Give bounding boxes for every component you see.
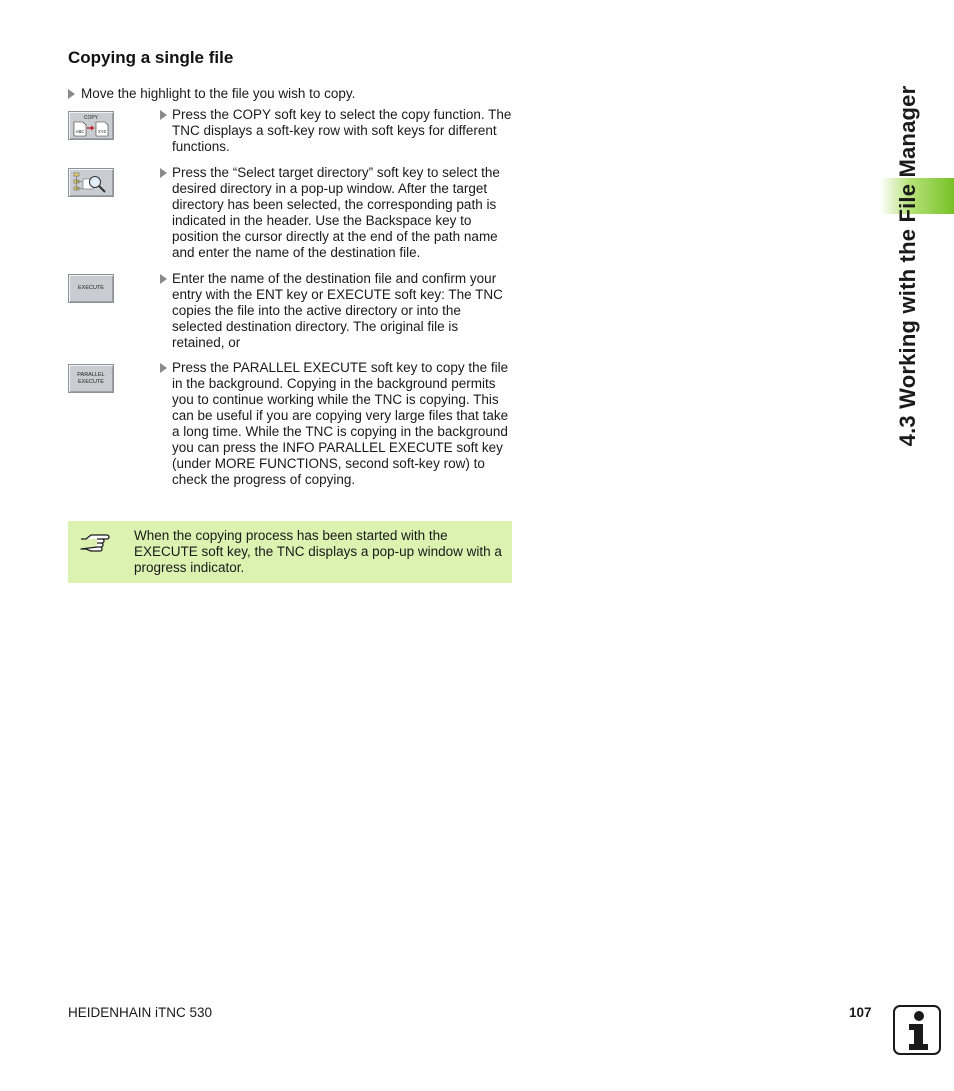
svg-text:XYZ: XYZ — [97, 129, 107, 134]
bullet-triangle-icon — [160, 363, 167, 373]
select-target-directory-icon — [70, 170, 112, 195]
copy-softkey[interactable] — [68, 111, 114, 140]
intro-text: Move the highlight to the file you wish to copy. — [81, 86, 356, 101]
info-icon[interactable] — [893, 1005, 941, 1055]
bullet-triangle-icon — [68, 89, 75, 99]
step-select-target-directory — [160, 165, 512, 261]
footer-product: HEIDENHAIN iTNC 530 — [68, 1005, 213, 1020]
step-text: Enter the name of the destination file and confirm your entry with the ENT key or EXECUTE soft key: The TNC copies the file into the active directory or into the selected destination directory. The original file is retained, or — [172, 271, 503, 350]
step-copy — [160, 107, 512, 155]
step-execute — [160, 271, 512, 351]
execute-softkey[interactable] — [68, 274, 114, 303]
copy-softkey-icon — [70, 113, 112, 138]
page-number: 107 — [849, 1005, 872, 1020]
bullet-triangle-icon — [160, 168, 167, 178]
info-glyph-icon — [895, 1007, 939, 1053]
softkey-label: EXECUTE — [78, 285, 104, 291]
bullet-triangle-icon — [160, 274, 167, 284]
select-target-directory-softkey[interactable] — [68, 168, 114, 197]
step-text: Press the COPY soft key to select the copy function. The TNC displays a soft-key row with soft keys for different functions. — [172, 107, 512, 154]
note-text: When the copying process has been started with the EXECUTE soft key, the TNC displays a pop-up window with a progress indicator. — [134, 528, 502, 575]
step-parallel-execute — [160, 360, 512, 488]
step-text: Press the “Select target directory” soft key to select the desired directory in a pop-up window. After the target directory has been selected, the corresponding path is indicated in the header. Use the Backspace key to position the cursor directly at the end of the path name and enter the name of the destination file. — [172, 165, 500, 260]
svg-text:ABC: ABC — [75, 129, 85, 134]
step-text: Press the PARALLEL EXECUTE soft key to copy the file in the background. Copying in the background permits you to continue working while the TNC is copying. This can be useful if you are copying very large files that take a long time. While the TNC is copying in the background you can press the INFO PARALLEL EXECUTE soft key (under MORE FUNCTIONS, second soft-key row) to check the progress of copying. — [172, 360, 509, 487]
pointing-hand-icon — [79, 531, 113, 555]
parallel-execute-softkey[interactable] — [68, 364, 114, 393]
softkey-label-line-2: EXECUTE — [78, 378, 104, 385]
svg-text:COPY: COPY — [83, 115, 99, 121]
note-box — [68, 521, 512, 583]
chapter-title: 4.3 Working with the File Manager — [895, 85, 920, 447]
section-heading: Copying a single file — [68, 48, 234, 67]
bullet-triangle-icon — [160, 110, 167, 120]
softkey-label-line-1: PARALLEL — [77, 371, 105, 378]
intro-instruction — [68, 86, 355, 102]
